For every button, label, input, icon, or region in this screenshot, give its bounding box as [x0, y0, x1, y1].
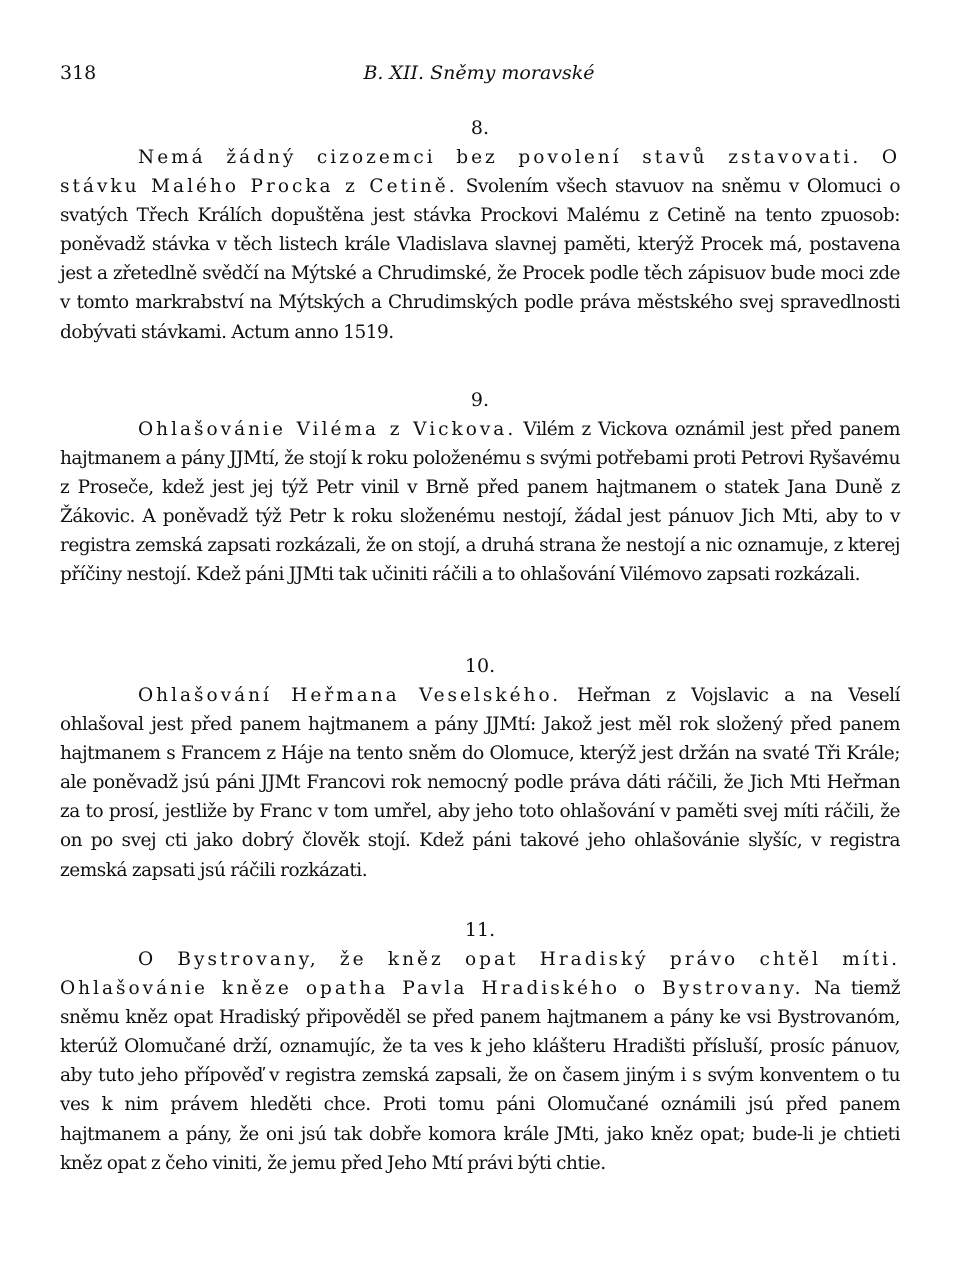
section-paragraph: [60, 415, 900, 590]
section-number: 10.: [464, 655, 496, 677]
section-text: Svolením všech stavuov na sněmu v Olomuci o svatých Třech Králích dopuštěna jest stávka Prockovi Malému z Cetině na tento zpuosob: poněvadž stávka v těch listech krále Vladislava slavnej paměti, kterýž Procek má, postavena jest a zřetedlně svědčí na Mýtské a Chrudimské, že Procek podle těch zápisuov bude moci zde v tomto markrabství na Mýtských a Chrudimských podle práva městského svej spravedlnosti dobývati stávkami. Actum anno 1519.: [60, 176, 900, 343]
section-8: [60, 114, 900, 347]
section-paragraph: [60, 945, 900, 1178]
section-number: 8.: [470, 117, 490, 139]
section-text: Vilém z Vickova oznámil jest před panem hajtmanem a pány JJMtí, že stojí k roku položenému s svými potřebami proti Petrovi Ryšavému z Proseče, kdež jest jej týž Petr vinil v Brně před panem hajtmanem o statek Jana Duně z Žákovic. A poněvadž týž Petr k roku složenému nestojí, žádal jest pánuov Jich Mti, aby to v registra zemská zapsati rozkázali, že on stojí, a druhá strana že nestojí a nic oznamuje, z kterej příčiny nestojí. Kdež páni JJMti tak učiniti ráčili a to ohlašování Vilémovo zapsati rozkázali.: [60, 419, 900, 586]
section-10: [60, 652, 900, 885]
section-11: [60, 916, 900, 1178]
section-number: 9.: [470, 389, 490, 411]
section-heading: Nemá žádný cizozemci bez povolení stavů zstavovati. O stávku Malého Procka z Cetině.: [60, 147, 900, 198]
page-header: [60, 62, 898, 92]
section-heading: Ohlašování Heřmana Veselského.: [138, 685, 562, 706]
page-number: 318: [60, 62, 97, 84]
section-text: Na tiemž sněmu kněz opat Hradiský připověděl se před panem hajtmanem a pány ke vsi Bystrovanóm, kterúž Olomučané drží, oznamujíc, že ta ves k jeho klášteru Hradišti přísluší, prosíc pánuov, aby tuto jeho přípověď v registra zemská zapsali, že on časem jiným i s svým konventem o tu ves k nim právem hleděti chce. Proti tomu páni Olomučané oznámili jsú před panem hajtmanem a pány, že oni jsú tak dobře komora krále JMti, jako kněz opat; bude-li je chtieti kněz opat z čeho viniti, že jemu před Jeho Mtí právi býti chtie.: [60, 978, 900, 1174]
section-paragraph: [60, 143, 900, 347]
section-paragraph: [60, 681, 900, 885]
section-heading: Ohlašovánie Viléma z Vickova.: [138, 419, 517, 440]
section-9: [60, 386, 900, 590]
running-title: B. XII. Sněmy moravské: [363, 62, 595, 84]
section-number: 11.: [464, 919, 496, 941]
section-text: Heřman z Vojslavic a na Veselí ohlašoval jest před panem hajtmanem a pány JJMtí: Jakož jest měl rok složený před panem hajtmanem s Francem z Háje na tento sněm do Olomuce, kterýž jest držán na svaté Tři Krále; ale poněvadž jsú páni JJMt Francovi rok nemocný podle práva dáti ráčili, že Jich Mti Heřman za to prosí, jestliže by Franc v tom umřel, aby jeho toto ohlašování v paměti svej míti ráčili, že on po svej cti jako dobrý člověk stojí. Kdež páni takové jeho ohlašovánie slyšíc, v registra zemská zapsati jsú ráčili rozkázati.: [60, 685, 900, 881]
section-heading: O Bystrovany, že kněz opat Hradiský právo chtěl míti. Ohlašovánie kněze opatha Pavla Hradiského o Bystrovany.: [60, 949, 900, 1000]
